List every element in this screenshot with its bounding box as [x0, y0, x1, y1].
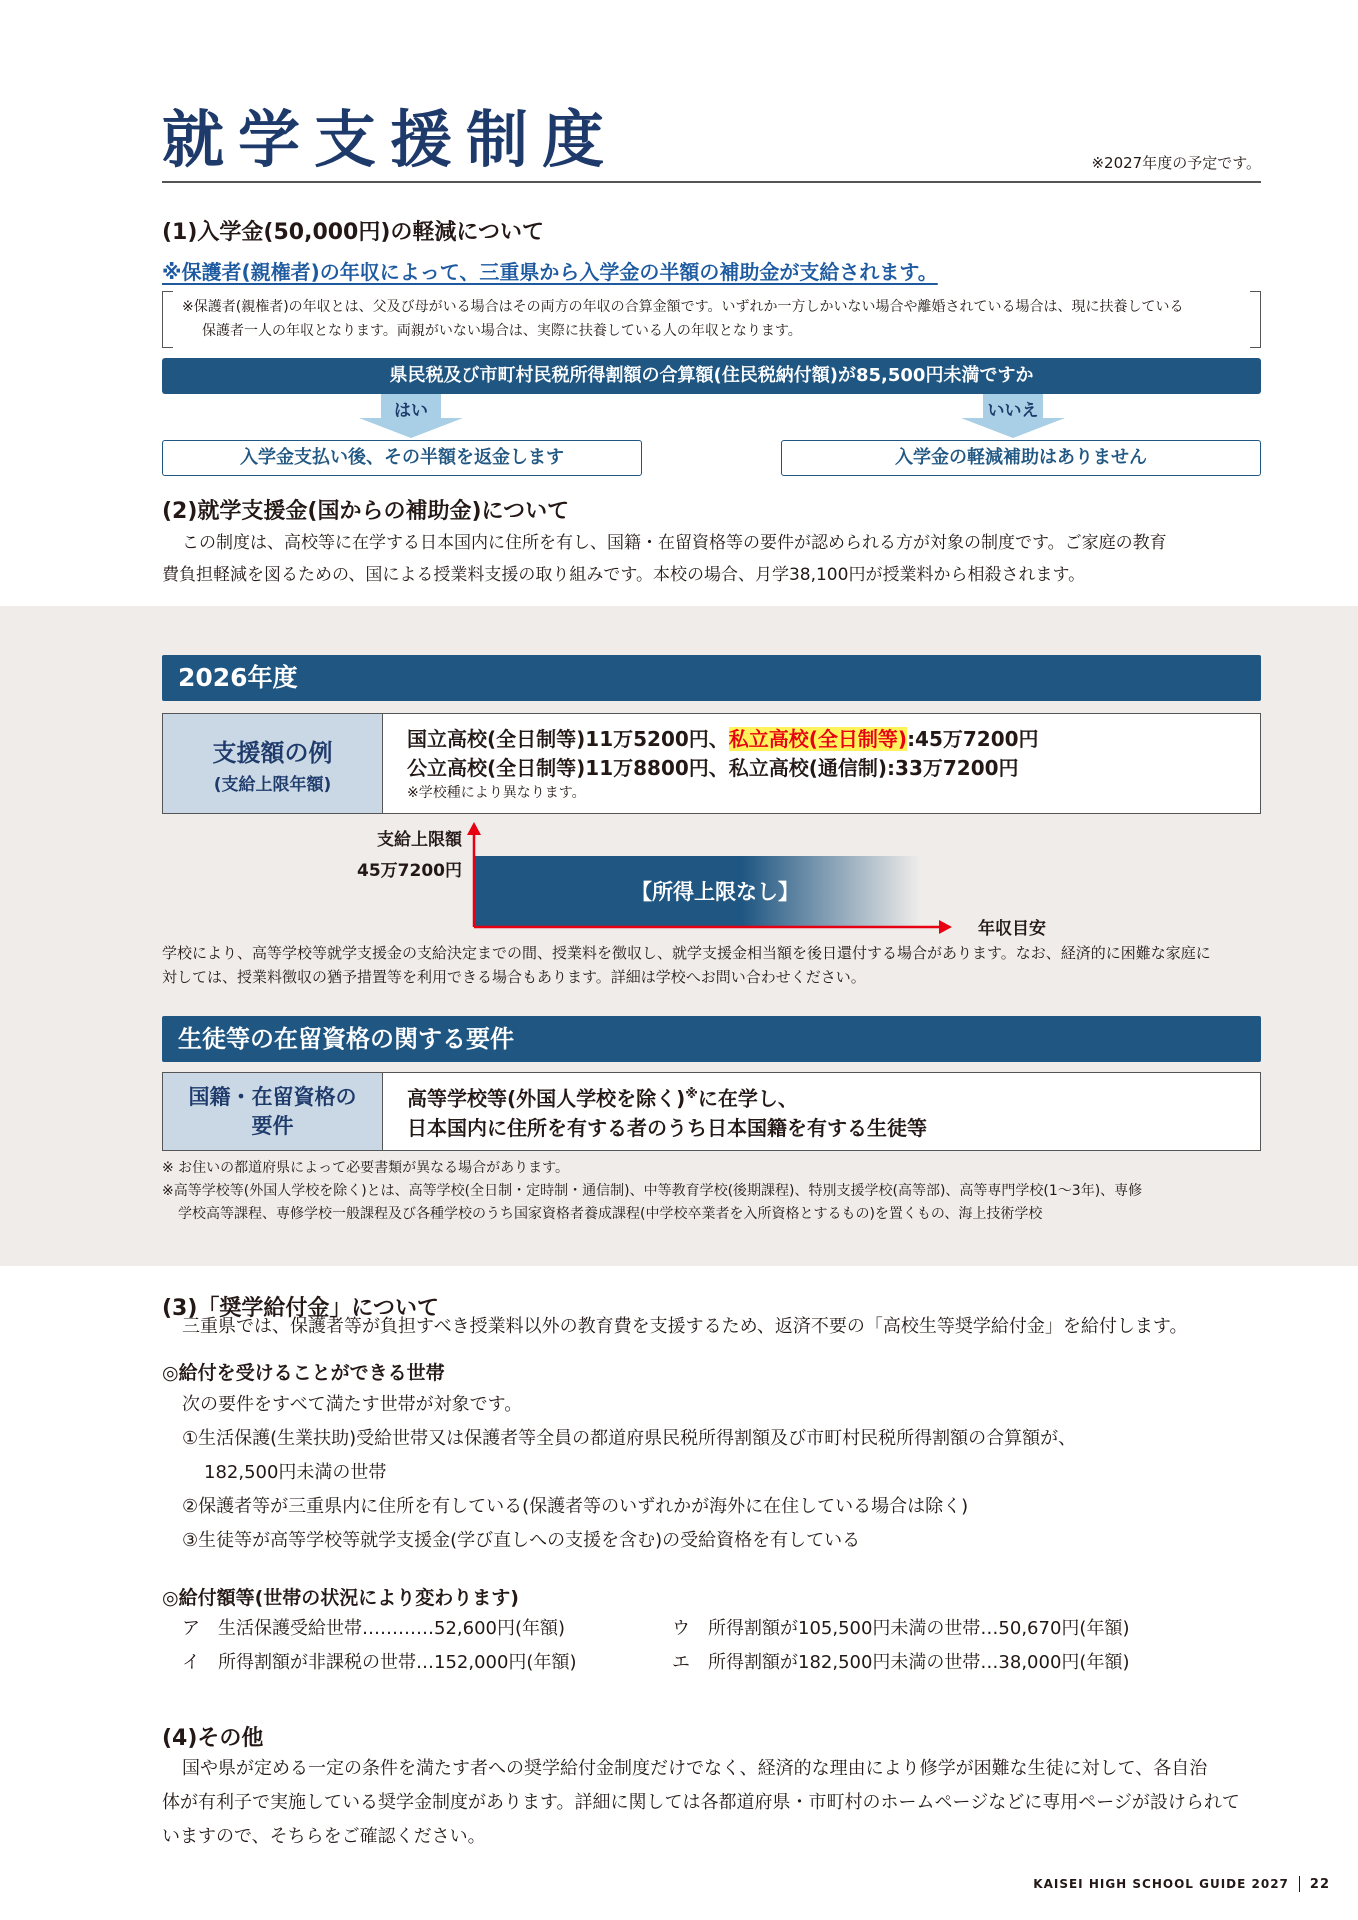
y-axis-label: 支給上限額 [377, 830, 462, 850]
section1-note-line1: ※保護者(親権者)の年収とは、父及び母がいる場合はその両方の年収の合算金額です。いずれか一方しかいない場合や離婚されている場合は、現に扶養している [182, 299, 1184, 315]
schedule-note: ※2027年度の予定です。 [1091, 154, 1261, 172]
page-number: 22 [1309, 1876, 1330, 1892]
section2-heading: (2)就学支援金(国からの補助金)について [162, 499, 570, 524]
section4-line3: いますので、そちらをご確認ください。 [162, 1826, 486, 1847]
section4-heading: (4)その他 [162, 1726, 264, 1751]
eligible-requirements [182, 1388, 1262, 1558]
eligible-heading: ◎給付を受けることができる世帯 [162, 1362, 445, 1384]
support-amount-line1 [407, 725, 1039, 754]
flow-question-bar: 県民税及び市町村民税所得割額の合算額(住民税納付額)が85,500円未満ですか [162, 358, 1261, 394]
amount-i: イ 所得割額が非課税の世帯…152,000円(年額) [182, 1652, 577, 1673]
section1-note-line2: 保護者一人の年収となります。両親がいない場合は、実際に扶養している人の年収となります。 [202, 323, 802, 339]
support-amount-table-head [163, 714, 383, 813]
x-axis-label: 年収目安 [978, 919, 1046, 939]
amount-list-left [182, 1612, 576, 1680]
section2-body-line2: 費負担軽減を図るための、国による授業料支援の取り組みです。本校の場合、月学38,100円が授業料から相殺されます。 [162, 565, 1086, 585]
support-amount-note: ※学校種により異なります。 [407, 784, 586, 801]
section4-line2: 体が有利子で実施している奨学金制度があります。詳細に関しては各都道府県・市町村のホームページなどに専用ページが設けられて [162, 1792, 1240, 1813]
requirement-3: ③生徒等が高等学校等就学支援金(学び直しへの支援を含む)の受給資格を有している [182, 1530, 861, 1551]
fy2026-header: 2026年度 [162, 655, 1261, 701]
support-amount-table-body [383, 714, 1039, 813]
section4-body [162, 1752, 1272, 1854]
requirement-1-line1: ①生活保護(生業扶助)受給世帯又は保護者等全員の都道府県民税所得割額及び市町村民税所得割額の合算額が、 [182, 1428, 1077, 1449]
page-footer [1033, 1876, 1330, 1892]
yes-arrow [359, 394, 463, 440]
residency-note1: ※ お住いの都道府県によって必要書類が異なる場合があります。 [162, 1160, 570, 1176]
no-result-box: 入学金の軽減補助はありません [781, 440, 1261, 476]
footer-divider [1299, 1876, 1300, 1892]
residency-line1-text: 高等学校等(外国人学校を除く) [407, 1086, 686, 1111]
residency-note2-line1: ※高等学校等(外国人学校を除く)とは、高等学校(全日制・定時制・通信制)、中等教育学校(後期課程)、特別支援学校(高等部)、高等専門学校(1〜3年)、専修 [162, 1183, 1143, 1199]
section2-body-line1: この制度は、高校等に在学する日本国内に住所を有し、国籍・在留資格等の要件が認められる方が対象の制度です。ご家庭の教育 [182, 533, 1167, 553]
support-amount-line2: 公立高校(全日制等)11万8800円、私立高校(通信制):33万7200円 [407, 755, 1019, 780]
support-amount-subtitle: (支給上限年額) [213, 774, 332, 795]
section3-intro: 三重県では、保護者等が負担すべき授業料以外の教育費を支援するため、返済不要の「高校生等奨学給付金」を給付します。 [182, 1316, 1188, 1337]
title-divider [162, 181, 1261, 183]
section1-note-box [162, 291, 1261, 346]
private-fulltime-highlight: 私立高校(全日制等) [728, 726, 908, 751]
section3-heading: (3)「奨学給付金」について [162, 1296, 439, 1321]
fy2026-note-line1: 学校により、高等学校等就学支援金の支給決定までの間、授業料を徴収し、就学支援金相当額を後日還付する場合があります。なお、経済的に困難な家庭に [162, 944, 1211, 962]
requirement-2: ②保護者等が三重県内に住所を有している(保護者等のいずれかが海外に在住している場合は除く) [182, 1496, 969, 1517]
amount-u: ウ 所得割額が105,500円未満の世帯…50,670円(年額) [672, 1618, 1130, 1639]
residency-line1 [407, 1080, 927, 1114]
national-school-amount: 国立高校(全日制等)11万5200円、 [407, 726, 729, 751]
support-amount-title: 支援額の例 [212, 738, 333, 767]
yes-result-box: 入学金支払い後、その半額を返金します [162, 440, 642, 476]
guide-title: KAISEI HIGH SCHOOL GUIDE 2027 [1033, 1877, 1289, 1891]
residency-notes [162, 1157, 1272, 1226]
private-fulltime-amount: :45万7200円 [907, 726, 1039, 751]
section1-lead: ※保護者(親権者)の年収によって、三重県から入学金の半額の補助金が支給されます。 [162, 260, 938, 284]
residency-head-line1: 国籍・在留資格の [188, 1084, 357, 1109]
fy2026-note [162, 941, 1272, 989]
eligible-intro: 次の要件をすべて満たす世帯が対象です。 [182, 1394, 523, 1415]
requirement-1-line2: 182,500円未満の世帯 [204, 1462, 387, 1483]
residency-table [162, 1072, 1261, 1151]
residency-footnote-mark: ※ [685, 1087, 698, 1103]
support-limit-chart [340, 820, 1060, 940]
residency-table-body [383, 1073, 927, 1150]
amount-a: ア 生活保護受給世帯…………52,600円(年額) [182, 1618, 566, 1639]
amount-list-right [672, 1612, 1129, 1680]
residency-table-head [163, 1073, 383, 1150]
no-label: いいえ [987, 401, 1039, 421]
residency-header: 生徒等の在留資格の関する要件 [162, 1016, 1261, 1062]
section1-heading: (1)入学金(50,000円)の軽減について [162, 220, 544, 245]
x-axis-arrowhead [939, 920, 952, 934]
page-title: 就学支援制度 [162, 103, 619, 176]
y-axis-value: 45万7200円 [357, 861, 462, 881]
amount-heading: ◎給付額等(世帯の状況により変わります) [162, 1587, 519, 1609]
no-arrow [961, 394, 1065, 440]
residency-line2: 日本国内に住所を有する者のうち日本国籍を有する生徒等 [407, 1115, 927, 1140]
yes-label: はい [394, 401, 428, 421]
residency-line1-tail: に在学し、 [697, 1086, 798, 1111]
section2-body [162, 527, 1272, 591]
bar-label: 【所得上限なし】 [631, 880, 799, 904]
fy2026-note-line2: 対しては、授業料徴収の猶予措置等を利用できる場合もあります。詳細は学校へお問い合わせください。 [162, 968, 866, 986]
amount-e: エ 所得割額が182,500円未満の世帯…38,000円(年額) [672, 1652, 1130, 1673]
section4-line1: 国や県が定める一定の条件を満たす者への奨学給付金制度だけでなく、経済的な理由により修学が困難な生徒に対して、各自治 [182, 1758, 1208, 1779]
residency-note2-line2: 学校高等課程、専修学校一般課程及び各種学校のうち国家資格者養成課程(中学校卒業者を入所資格とするもの)を置くもの、海上技術学校 [178, 1206, 1043, 1222]
y-axis-arrowhead [467, 822, 481, 835]
support-amount-table [162, 713, 1261, 814]
residency-head-line2: 要件 [251, 1113, 294, 1138]
